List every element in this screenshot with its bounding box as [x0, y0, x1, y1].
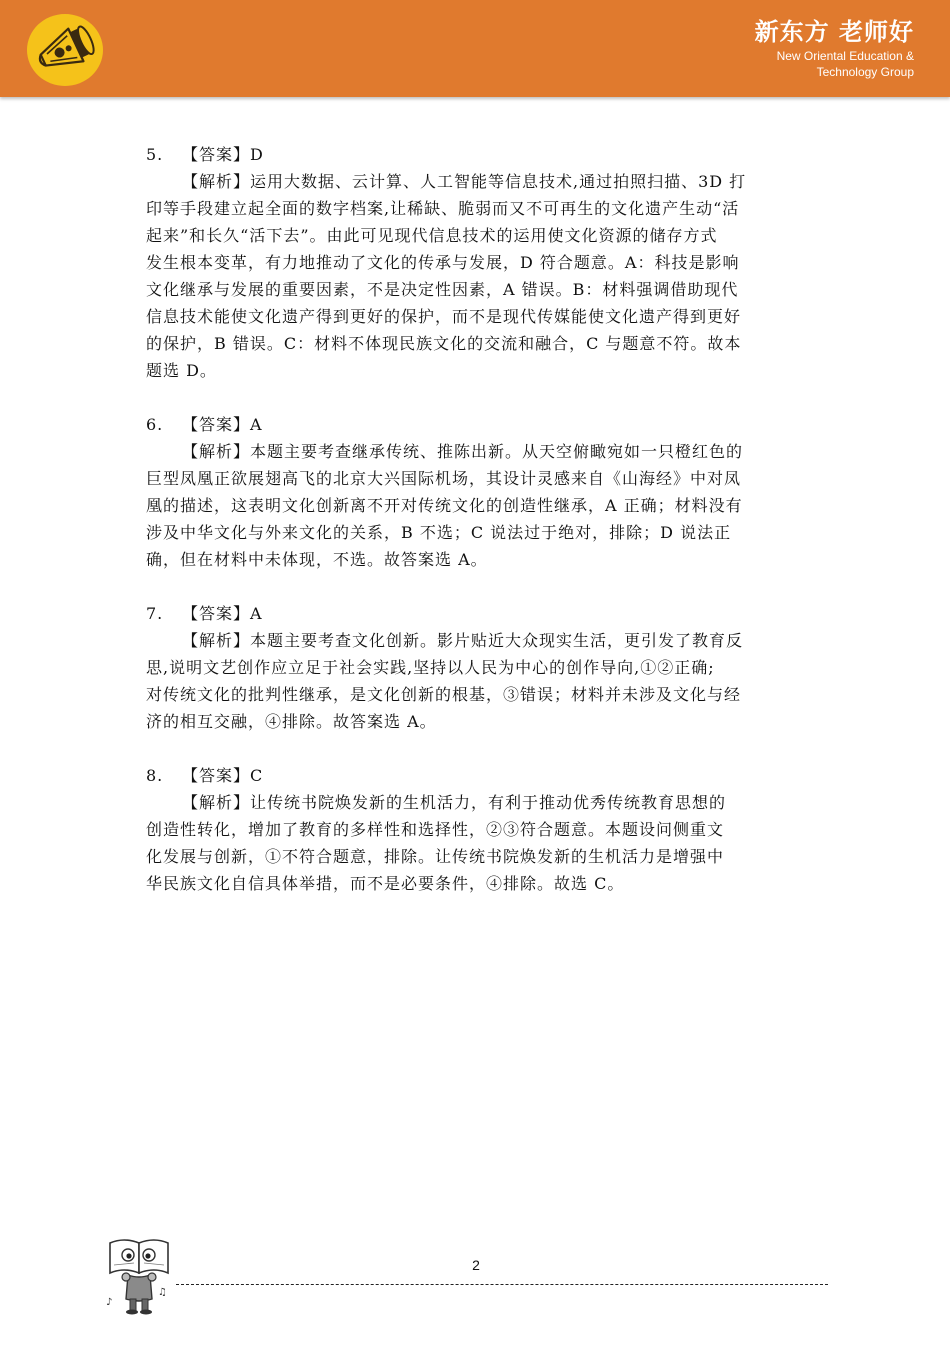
analysis-line: 创造性转化，增加了教育的多样性和选择性，②③符合题意。本题设问侧重文 — [146, 820, 725, 839]
analysis-line: 巨型凤凰正欲展翅高飞的北京大兴国际机场，其设计灵感来自《山海经》中对凤 — [146, 469, 742, 488]
analysis-line: 【解析】运用大数据、云计算、人工智能等信息技术,通过拍照扫描、3D 打 — [182, 172, 747, 191]
analysis-line: 华民族文化自信具体举措，而不是必要条件，④排除。故选 C。 — [146, 874, 625, 893]
footer-divider — [176, 1284, 828, 1285]
brand-name-en-line1: New Oriental Education & — [776, 49, 914, 63]
megaphone-logo-icon — [27, 14, 103, 86]
answer-line — [146, 411, 808, 438]
analysis-line: 【解析】本题主要考查继承传统、推陈出新。从天空俯瞰宛如一只橙红色的 — [182, 442, 744, 461]
answer-line — [146, 600, 808, 627]
analysis-line: 确，但在材料中未体现，不选。故答案选 A。 — [146, 550, 488, 569]
question-block-8 — [146, 762, 808, 897]
answer-text: 【答案】A — [182, 415, 263, 434]
analysis-line: 化发展与创新，①不符合题意，排除。让传统书院焕发新的生机活力是增强中 — [146, 847, 725, 866]
analysis-line: 文化继承与发展的重要因素，不是决定性因素，A 错误。B：材料强调借助现代 — [146, 280, 739, 299]
question-number: 7. — [146, 604, 164, 623]
brand-name-en — [674, 48, 914, 80]
question-block-5 — [146, 141, 808, 384]
analysis-line: 涉及中华文化与外来文化的关系，B 不选；C 说法过于绝对，排除；D 说法正 — [146, 523, 732, 542]
analysis-line: 凰的描述，这表明文化创新离不开对传统文化的创造性继承，A 正确；材料没有 — [146, 496, 743, 515]
analysis-line: 的保护，B 错误。C：材料不体现民族文化的交流和融合，C 与题意不符。故本 — [146, 334, 742, 353]
brand-name-en-line2: Technology Group — [816, 65, 914, 79]
svg-text:♫: ♫ — [158, 1287, 167, 1298]
answer-text: 【答案】C — [182, 766, 264, 785]
question-number: 5. — [146, 145, 164, 164]
answer-line — [146, 141, 808, 168]
analysis-line: 起来”和长久“活下去”。由此可见现代信息技术的运用使文化资源的储存方式 — [146, 226, 718, 245]
analysis-line: 题选 D。 — [146, 361, 217, 380]
analysis-line: 发生根本变革，有力地推动了文化的传承与发展，D 符合题意。A：科技是影响 — [146, 253, 740, 272]
answer-text: 【答案】A — [182, 604, 263, 623]
answer-content — [146, 141, 808, 897]
analysis-line: 思,说明文艺创作应立足于社会实践,坚持以人民为中心的创作导向,①②正确; — [146, 658, 715, 677]
analysis-line: 印等手段建立起全面的数字档案,让稀缺、脆弱而又不可再生的文化遗产生动“活 — [146, 199, 740, 218]
svg-text:♪: ♪ — [106, 1297, 113, 1308]
analysis-line: 对传统文化的批判性继承，是文化创新的根基，③错误；材料并未涉及文化与经 — [146, 685, 742, 704]
answer-text: 【答案】D — [182, 145, 264, 164]
brand-name-cn: 新东方 老师好 — [754, 18, 914, 46]
question-block-7 — [146, 600, 808, 735]
analysis-line: 【解析】本题主要考查文化创新。影片贴近大众现实生活，更引发了教育反 — [182, 631, 744, 650]
question-number: 6. — [146, 415, 164, 434]
answer-line — [146, 762, 808, 789]
question-block-6 — [146, 411, 808, 573]
page-number: 2 — [472, 1257, 480, 1273]
question-number: 8. — [146, 766, 164, 785]
analysis-line: 【解析】让传统书院焕发新的生机活力，有利于推动优秀传统教育思想的 — [182, 793, 727, 812]
analysis-line: 信息技术能使文化遗产得到更好的保护，而不是现代传媒能使文化遗产得到更好 — [146, 307, 742, 326]
page-header — [0, 0, 950, 97]
analysis-line: 济的相互交融，④排除。故答案选 A。 — [146, 712, 437, 731]
book-reader-mascot-icon — [104, 1233, 176, 1315]
